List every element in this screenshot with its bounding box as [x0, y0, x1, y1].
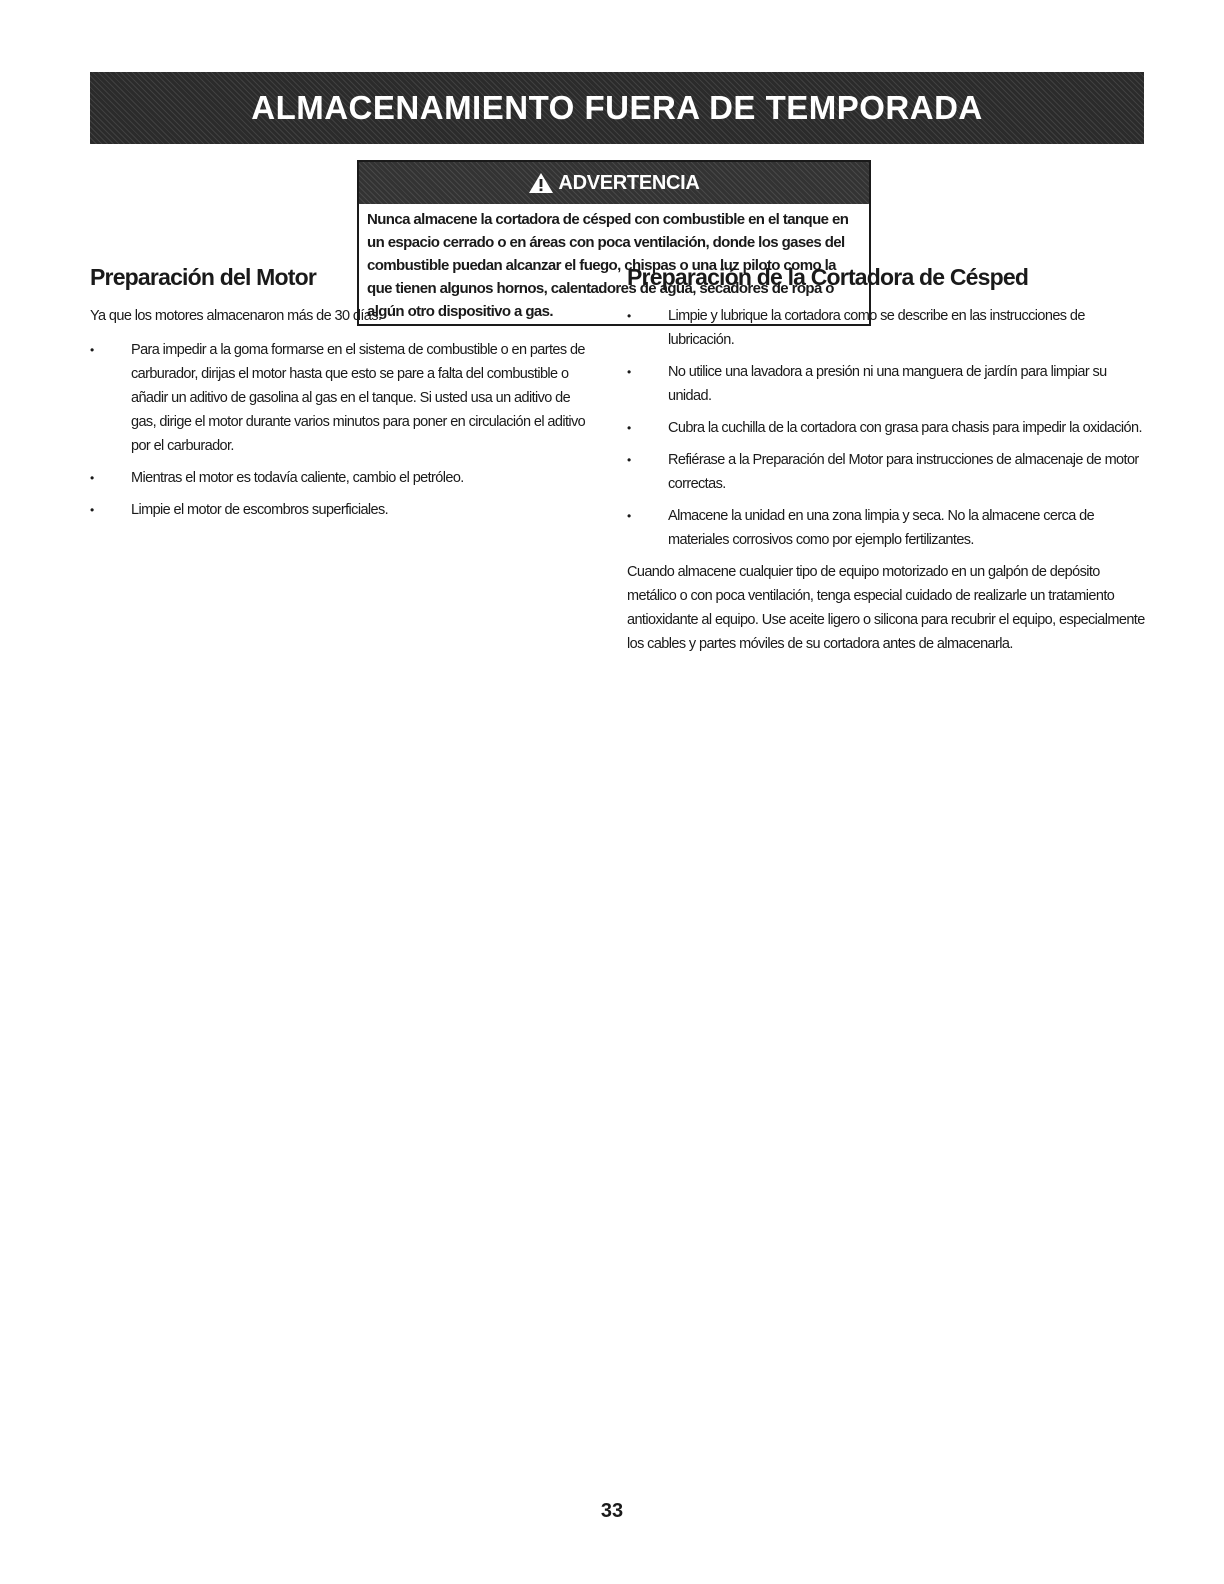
- page-number: 33: [600, 1500, 624, 1522]
- mower-section: [627, 262, 1147, 666]
- list-item: • No utilice una lavadora a presión ni una manguera de jardín para limpiar su unidad.: [627, 360, 1147, 408]
- warning-triangle-icon: [528, 172, 554, 194]
- warning-header: [359, 162, 869, 204]
- motor-section-heading: Preparación del Motor: [90, 264, 317, 290]
- bullet-icon: •: [627, 421, 631, 435]
- page-title: ALMACENAMIENTO FUERA DE TEMPORADA: [251, 89, 983, 126]
- list-item: • Limpie el motor de escombros superficiales.: [90, 498, 590, 522]
- warning-label: ADVERTENCIA: [558, 171, 700, 194]
- list-item: • Cubra la cuchilla de la cortadora con grasa para chasis para impedir la oxidación.: [627, 416, 1147, 440]
- bullet-icon: •: [90, 471, 94, 485]
- mower-section-closing: Cuando almacene cualquier tipo de equipo motorizado en un galpón de depósito metálico o con poca ventilación, tenga especial cuidado de realizarle un tratamiento antioxidante al equipo. Use aceite ligero o silicona para recubrir el equipo, especialmente los cables y partes móviles de su cortadora antes de almacenarla.: [627, 564, 1145, 652]
- mower-section-list: [627, 304, 1147, 552]
- bullet-icon: •: [627, 365, 631, 379]
- bullet-icon: •: [627, 509, 631, 523]
- section-banner: [90, 72, 1144, 144]
- list-item: • Refiérase a la Preparación del Motor para instrucciones de almacenaje de motor correctas.: [627, 448, 1147, 496]
- list-item: • Para impedir a la goma formarse en el sistema de combustible o en partes de carburador, dirijas el motor hasta que esto se pare a falta del combustible o añadir un aditivo de gasolina al gas en el tanque. Si usted usa un aditivo de gas, dirige el motor durante varios minutos para poner en circulación el aditivo por el carburador.: [90, 338, 590, 458]
- list-item: • Mientras el motor es todavía caliente, cambio el petróleo.: [90, 466, 590, 490]
- bullet-icon: •: [90, 343, 94, 357]
- bullet-icon: •: [627, 309, 631, 323]
- list-item: • Almacene la unidad en una zona limpia y seca. No la almacene cerca de materiales corrosivos como por ejemplo fertilizantes.: [627, 504, 1147, 552]
- warning-text: Nunca almacene la cortadora de césped con combustible en el tanque en un espacio cerrado o en áreas con poca ventilación, donde los gases del combustible puedan alcanzar el fuego, chispas o una luz piloto como la que tienen algunos hornos, calentadores de agua, secadores de ropa o algún otro dispositivo a gas.: [367, 211, 849, 320]
- mower-section-heading: Preparación de la Cortadora de Césped: [627, 264, 1029, 290]
- bullet-icon: •: [90, 503, 94, 517]
- list-item: • Limpie y lubrique la cortadora como se describe en las instrucciones de lubricación.: [627, 304, 1147, 352]
- motor-section: [90, 262, 590, 530]
- motor-section-list: [90, 338, 590, 522]
- motor-section-intro: Ya que los motores almacenaron más de 30 días:: [90, 308, 382, 324]
- bullet-icon: •: [627, 453, 631, 467]
